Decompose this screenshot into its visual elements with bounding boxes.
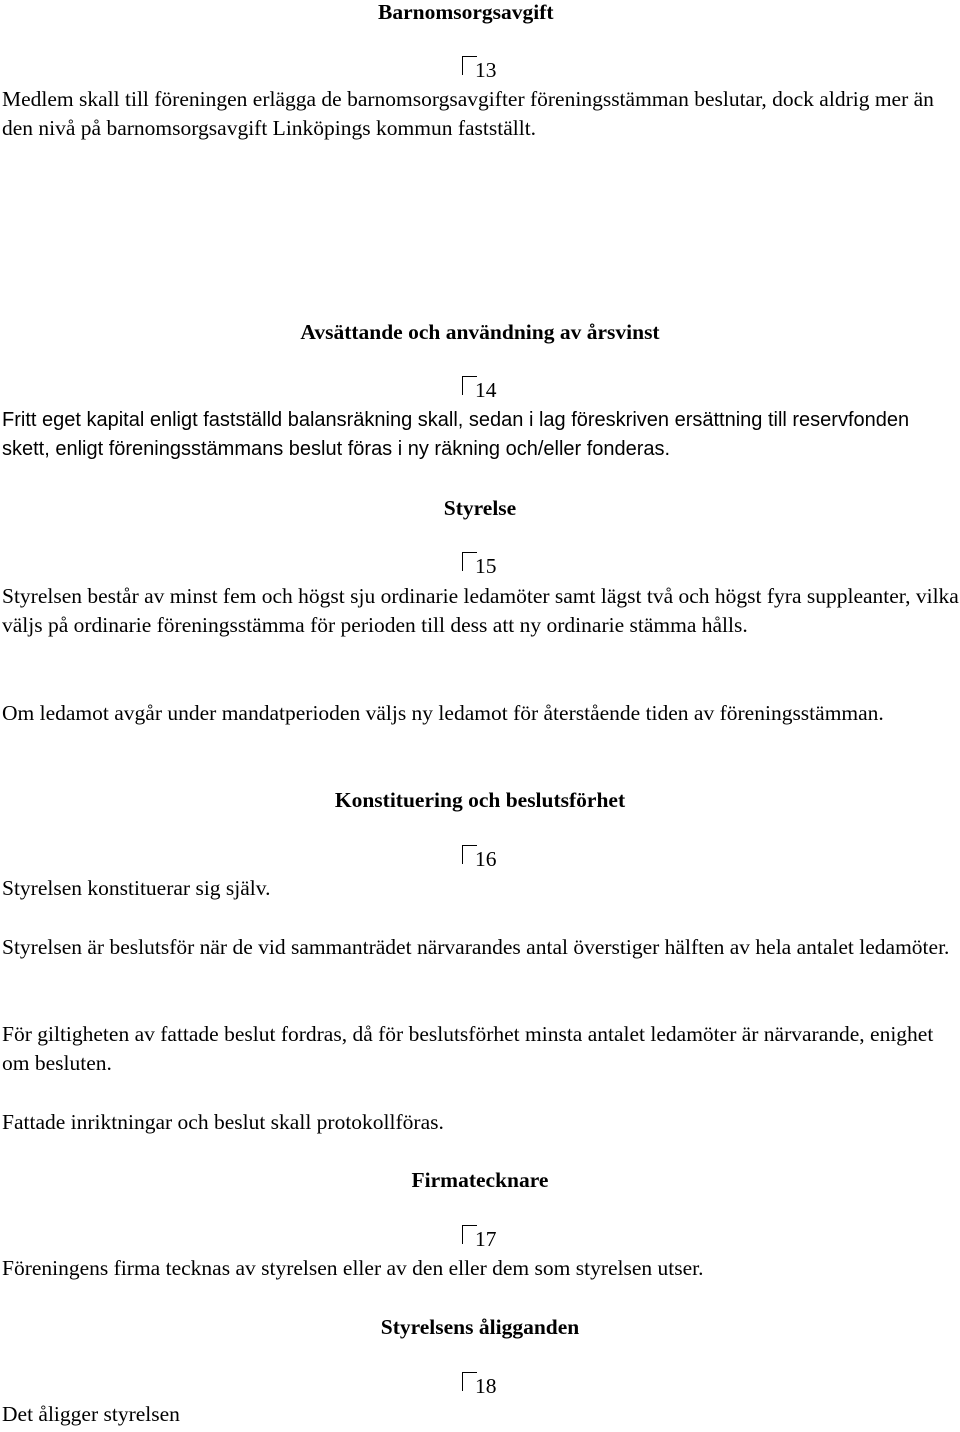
section-heading-barnomsorgsavgift: Barnomsorgsavgift (378, 0, 554, 24)
section-mark-icon (462, 1225, 477, 1244)
section-17-paragraph: Föreningens firma tecknas av styrelsen eller av den eller dem som styrelsen utser. (2, 1256, 704, 1280)
section-heading-styrelse: Styrelse (443, 496, 517, 520)
section-16-paragraph-4: Fattade inriktningar och beslut skall protokollföras. (2, 1110, 444, 1134)
section-18-paragraph: Det åligger styrelsen (2, 1402, 180, 1426)
section-heading-aligganden: Styrelsens åligganden (380, 1315, 580, 1339)
section-number-15: 15 (462, 552, 497, 581)
section-16-paragraph-2: Styrelsen är beslutsför när de vid sammanträdet närvarandes antal överstiger hälften av hela antalet ledamöter. (2, 935, 950, 959)
section-mark-icon (462, 56, 477, 75)
section-number-16: 16 (462, 845, 497, 874)
section-13-paragraph: Medlem skall till föreningen erlägga de barnomsorgsavgifter föreningsstämman beslutar, dock aldrig mer än den nivå på barnomsorgsavgift Linköpings kommun fastställt. (2, 87, 934, 140)
section-heading-arsvinst: Avsättande och användning av årsvinst (300, 320, 660, 344)
section-mark-icon (462, 845, 477, 864)
section-heading-konstituering: Konstituering och beslutsförhet (334, 788, 626, 812)
section-number-18: 18 (462, 1372, 497, 1401)
section-15-paragraph-1: Styrelsen består av minst fem och högst sju ordinarie ledamöter samt lägst två och högst fyra suppleanter, vilka väljs på ordinarie föreningsstämma för perioden till dess att ny ordinarie stämma hålls. (2, 584, 959, 637)
section-15-paragraph-2: Om ledamot avgår under mandatperioden väljs ny ledamot för återstående tiden av föreningsstämman. (2, 701, 884, 725)
section-mark-icon (462, 552, 477, 571)
section-number-14: 14 (462, 376, 497, 405)
section-14-paragraph: Fritt eget kapital enligt fastställd balansräkning skall, sedan i lag föreskriven ersättning till reservfonden skett, enligt föreningsstämmans beslut föras i ny räkning och/eller fonderas. (2, 409, 910, 460)
section-number-17: 17 (462, 1225, 497, 1254)
section-mark-icon (462, 376, 477, 395)
section-16-paragraph-1: Styrelsen konstituerar sig själv. (2, 876, 271, 900)
section-heading-firmatecknare: Firmatecknare (411, 1168, 549, 1192)
section-mark-icon (462, 1372, 477, 1391)
section-number-13: 13 (462, 56, 497, 85)
section-16-paragraph-3: För giltigheten av fattade beslut fordras, då för beslutsförhet minsta antalet ledamöter är närvarande, enighet om besluten. (2, 1022, 934, 1075)
